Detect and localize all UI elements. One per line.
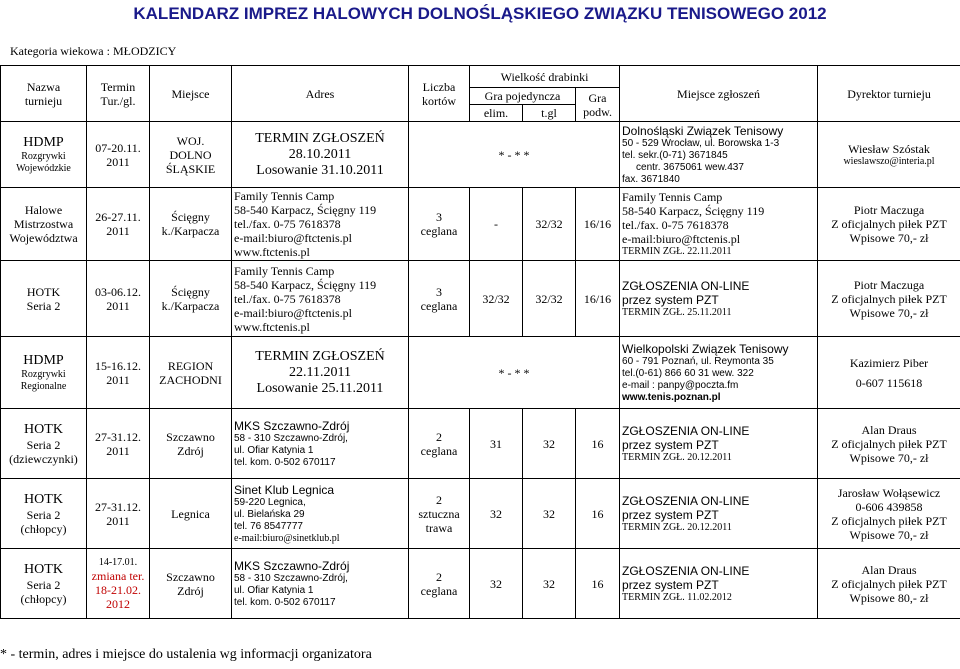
tournament-address: Family Tennis Camp 58-540 Karpacz, Ścięgny 119 tel./fax. 0-75 7618378 e-mail:biuro@ftctenis.pl www.ftctenis.pl	[232, 261, 409, 337]
entries-info: ZGŁOSZENIA ON-LINE przez system PZT TERMIN ZGŁ. 11.02.2012	[620, 549, 818, 619]
table-row	[1, 261, 960, 337]
tournament-address: Family Tennis Camp 58-540 Karpacz, Ścięgny 119 tel./fax. 0-75 7618378 e-mail:biuro@ftctenis.pl www.ftctenis.pl	[232, 188, 409, 261]
director-info: Kazimierz Piber 0-607 115618	[818, 337, 960, 409]
page-title: KALENDARZ IMPREZ HALOWYCH DOLNOŚLĄSKIEGO ZWIĄZKU TENISOWEGO 2012	[133, 4, 827, 23]
draw-tgl: 32/32	[523, 188, 576, 261]
director-info: Alan Draus Z oficjalnych piłek PZT Wpisowe 80,- zł	[818, 549, 960, 619]
tournament-term: 26-27.11. 2011	[87, 188, 150, 261]
draw-elim: 32	[470, 479, 523, 549]
draw-elim: 32/32	[470, 261, 523, 337]
courts-info: 2 ceglana	[409, 549, 470, 619]
tournament-address: TERMIN ZGŁOSZEŃ 22.11.2011 Losowanie 25.11.2011	[232, 337, 409, 409]
draw-tgl: 32	[523, 479, 576, 549]
director-info: Alan Draus Z oficjalnych piłek PZT Wpisowe 70,- zł	[818, 409, 960, 479]
tournament-term: 03-06.12. 2011	[87, 261, 150, 337]
header-tgl: t.gl	[523, 105, 576, 122]
courts-info: 3 ceglana	[409, 188, 470, 261]
tournament-place: WOJ. DOLNO ŚLĄSKIE	[150, 122, 232, 188]
header-name: Nazwa turnieju	[1, 66, 87, 122]
director-info: Piotr Maczuga Z oficjalnych piłek PZT Wpisowe 70,- zł	[818, 261, 960, 337]
draw-doubles: 16	[576, 479, 620, 549]
header-place: Miejsce	[150, 66, 232, 122]
tournament-term: 27-31.12. 2011	[87, 409, 150, 479]
courts-info: 3 ceglana	[409, 261, 470, 337]
tournament-term: 27-31.12. 2011	[87, 479, 150, 549]
tournament-name: Halowe Mistrzostwa Województwa	[1, 188, 87, 261]
tournament-place: Ścięgny k./Karpacza	[150, 188, 232, 261]
table-row	[1, 337, 960, 409]
table-row	[1, 188, 960, 261]
director-info: Piotr Maczuga Z oficjalnych piłek PZT Wpisowe 70,- zł	[818, 188, 960, 261]
header-entries: Miejsce zgłoszeń	[620, 66, 818, 122]
entries-info: Wielkopolski Związek Tenisowy 60 - 791 Poznań, ul. Reymonta 35 tel.(0-61) 866 60 31 wew. 322 e-mail : panpy@poczta.fm www.tenis.poznan.pl	[620, 337, 818, 409]
header-elim: elim.	[470, 105, 523, 122]
tournament-place: Ścięgny k./Karpacza	[150, 261, 232, 337]
tournament-name: HOTK Seria 2	[1, 261, 87, 337]
category-label: Kategoria wiekowa : MŁODZICY	[10, 44, 177, 58]
footer-note: * - termin, adres i miejsce do ustalenia wg informacji organizatora	[0, 647, 372, 662]
courts-info: 2 sztuczna trawa	[409, 479, 470, 549]
entries-info: ZGŁOSZENIA ON-LINE przez system PZT TERMIN ZGŁ. 20.12.2011	[620, 409, 818, 479]
tournament-name: HOTK Seria 2 (chłopcy)	[1, 479, 87, 549]
draw-placeholder: * - * *	[409, 337, 620, 409]
table-row	[1, 409, 960, 479]
entries-info: ZGŁOSZENIA ON-LINE przez system PZT TERMIN ZGŁ. 20.12.2011	[620, 479, 818, 549]
draw-elim: 32	[470, 549, 523, 619]
courts-info: 2 ceglana	[409, 409, 470, 479]
header-doubles: Gra podw.	[576, 88, 620, 122]
draw-tgl: 32/32	[523, 261, 576, 337]
tournament-address: Sinet Klub Legnica 59-220 Legnica, ul. Bielańska 29 tel. 76 8547777 e-mail:biuro@sinetklub.pl	[232, 479, 409, 549]
draw-tgl: 32	[523, 409, 576, 479]
header-singles: Gra pojedyncza	[470, 88, 576, 105]
draw-placeholder: * - * *	[409, 122, 620, 188]
header-courts: Liczba kortów	[409, 66, 470, 122]
tournament-name: HDMP Rozgrywki Regionalne	[1, 337, 87, 409]
tournament-place: Legnica	[150, 479, 232, 549]
tournament-address: MKS Szczawno-Zdrój 58 - 310 Szczawno-Zdrój, ul. Ofiar Katynia 1 tel. kom. 0-502 670117	[232, 409, 409, 479]
director-info: Wiesław Szóstak wieslawszo@interia.pl	[818, 122, 960, 188]
draw-doubles: 16	[576, 409, 620, 479]
table-row	[1, 549, 960, 619]
entries-info: ZGŁOSZENIA ON-LINE przez system PZT TERMIN ZGŁ. 25.11.2011	[620, 261, 818, 337]
draw-elim: 31	[470, 409, 523, 479]
entries-info: Dolnośląski Związek Tenisowy 50 - 529 Wrocław, ul. Borowska 1-3 tel. sekr.(0-71) 3671845 centr. 3675061 wew.437 fax. 3671840	[620, 122, 818, 188]
header-term: Termin Tur./gl.	[87, 66, 150, 122]
tournament-name: HDMP Rozgrywki Wojewódzkie	[1, 122, 87, 188]
draw-doubles: 16/16	[576, 261, 620, 337]
tournament-name: HOTK Seria 2 (chłopcy)	[1, 549, 87, 619]
tournament-address: TERMIN ZGŁOSZEŃ 28.10.2011 Losowanie 31.10.2011	[232, 122, 409, 188]
draw-doubles: 16/16	[576, 188, 620, 261]
tournament-address: MKS Szczawno-Zdrój 58 - 310 Szczawno-Zdrój, ul. Ofiar Katynia 1 tel. kom. 0-502 670117	[232, 549, 409, 619]
tournament-place: Szczawno Zdrój	[150, 409, 232, 479]
draw-tgl: 32	[523, 549, 576, 619]
draw-elim: -	[470, 188, 523, 261]
entries-info: Family Tennis Camp 58-540 Karpacz, Ścięgny 119 tel./fax. 0-75 7618378 e-mail:biuro@ftctenis.pl TERMIN ZGŁ. 22.11.2011	[620, 188, 818, 261]
tournament-term: 15-16.12. 2011	[87, 337, 150, 409]
calendar-table	[0, 65, 960, 619]
header-draw-size: Wielkość drabinki	[470, 66, 620, 88]
tournament-term: 14-17.01. zmiana ter. 18-21.02. 2012	[87, 549, 150, 619]
table-row	[1, 479, 960, 549]
header-director: Dyrektor turnieju	[818, 66, 960, 122]
table-row	[1, 122, 960, 188]
tournament-place: Szczawno Zdrój	[150, 549, 232, 619]
tournament-name: HOTK Seria 2 (dziewczynki)	[1, 409, 87, 479]
header-address: Adres	[232, 66, 409, 122]
draw-doubles: 16	[576, 549, 620, 619]
tournament-place: REGION ZACHODNI	[150, 337, 232, 409]
director-info: Jarosław Wołąsewicz 0-606 439858 Z oficjalnych piłek PZT Wpisowe 70,- zł	[818, 479, 960, 549]
tournament-term: 07-20.11. 2011	[87, 122, 150, 188]
